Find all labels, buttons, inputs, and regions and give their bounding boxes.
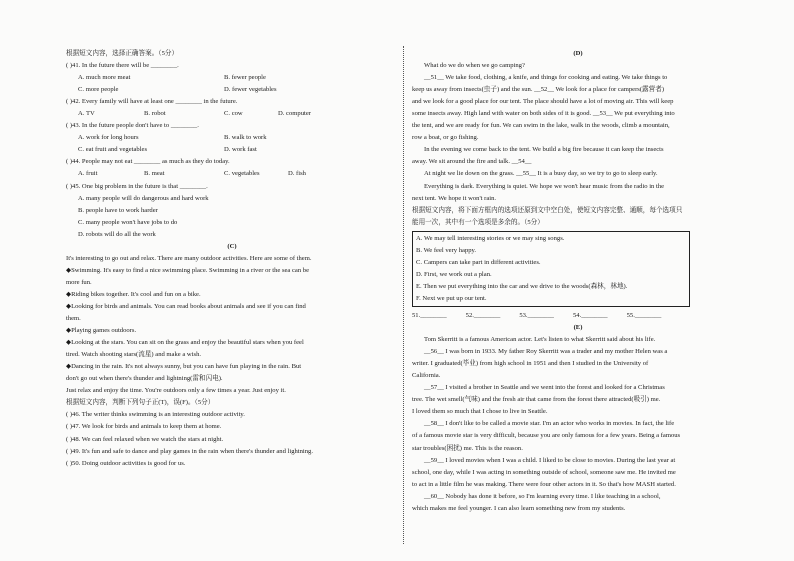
answer-slot-51[interactable]: 51.________ <box>412 311 447 319</box>
e-line: of a famous movie star is very difficult, because you are only famous for a few years. Being a famous <box>412 432 681 440</box>
e-line: I loved them so much that I chose to live in Seattle. <box>412 408 548 416</box>
c-paragraph-line: ◆Riding bikes together. It's cool and fun on a bike. <box>66 290 201 298</box>
option: D. work fast <box>224 146 257 154</box>
box-option: A. We may tell interesting stories or we may sing songs. <box>416 234 565 242</box>
e-line: which makes me feel younger. I can also learn something new from my students. <box>412 504 626 512</box>
options-43 <box>66 132 398 144</box>
options-box <box>412 231 690 307</box>
d-line: Everything is dark. Everything is quiet. We hope we won't hear music from the radio in the <box>424 182 665 190</box>
option: A. much more meat <box>78 74 131 82</box>
options-41b <box>66 84 398 96</box>
d-line: __51__ We take food, clothing, a knife, and things for cooking and eating. We take things to <box>424 74 668 82</box>
option: A. TV <box>78 110 95 118</box>
section-e-title: (E) <box>573 324 583 332</box>
option: B. walk to work <box>224 134 267 142</box>
c-paragraph-line: ◆Dancing in the rain. It's not always sunny, but you can have fun playing in the rain. But <box>66 363 302 371</box>
option: C. more people <box>78 86 119 94</box>
e-line: __56__ I was born in 1933. My father Roy Skerritt was a trader and my mother Helen was a <box>424 348 668 356</box>
d-line: In the evening we come back to the tent. We build a big fire because it can keep the insects <box>424 146 664 154</box>
column-divider <box>403 46 404 544</box>
c-paragraph-line: ◆Looking for birds and animals. You can read books about animals and see if you can find <box>66 302 306 310</box>
d-line: and we look for a good place for our tent. The place should have a lot of moving air. This will keep <box>412 98 674 106</box>
d-line: the tent, and we are ready for fun. We can swim in the lake, walk in the woods, climb a mountain, <box>412 122 670 130</box>
question-43: ( )43. In the future people don't have to ________. <box>66 122 199 130</box>
d-line: At night we lie down on the grass. __55__ It is a busy day, so we try to go to sleep early. <box>424 170 658 178</box>
answer-slot-52[interactable]: 52.________ <box>465 311 501 319</box>
option: C. eat fruit and vegetables <box>78 146 148 154</box>
option: D. fewer vegetables <box>224 86 277 94</box>
e-intro: Tom Skerritt is a famous American actor. Let's listen to what Skerritt said about his life. <box>424 336 656 344</box>
e-line: __59__ I loved movies when I was a child. I liked to be close to movies. During the last year at <box>424 456 676 464</box>
option: A. work for long hours <box>78 134 139 142</box>
option: D. fish <box>288 170 306 178</box>
option: C. cow <box>224 110 243 118</box>
option: D. robots will do all the work <box>78 230 156 238</box>
question-46: ( )46. The writer thinks swimming is an interesting outdoor activity. <box>66 411 245 419</box>
option: D. computer <box>278 110 311 118</box>
question-42: ( )42. Every family will have at least one ________ in the future. <box>66 98 238 106</box>
d-line: some insects away. High land with water on both sides of it is good. __53__ We put everything into <box>412 110 675 118</box>
c-paragraph-line: don't go out when there's thunder and lightning(雷和闪电). <box>66 375 223 383</box>
option: B. fewer people <box>224 74 266 82</box>
option: A. fruit <box>78 170 98 178</box>
box-option: D. First, we work out a plan. <box>416 270 492 278</box>
question-48: ( )48. We can feel relaxed when we watch the stars at night. <box>66 435 224 443</box>
e-line: writer. I graduated(毕业) from high school in 1951 and then I studied in the University of <box>412 360 649 368</box>
answer-slot-55[interactable]: 55.________ <box>626 311 662 319</box>
answer-slot-54[interactable]: 54.________ <box>572 311 608 319</box>
option: C. vegetables <box>224 170 260 178</box>
question-49: ( )49. It's fun and safe to dance and play games in the rain when there's thunder and lightning. <box>66 447 314 455</box>
e-line: __60__ Nobody has done it before, so I'm learning every time. I like teaching in a school, <box>424 492 661 500</box>
d-line: next tent. We hope it won't rain. <box>412 194 497 202</box>
d-intro: What do we do when we go camping? <box>424 62 525 70</box>
box-option: C. Campers can take part in different activities. <box>416 258 541 266</box>
d-line: away. We sit around the fire and talk. __54__ <box>412 158 532 166</box>
c-paragraph-line: them. <box>66 315 81 323</box>
box-option: B. We feel very happy. <box>416 246 477 254</box>
e-line: __58__ I don't like to be called a movie star. I'm an actor who works in movies. In fact, the life <box>424 420 675 428</box>
instructions-c: 根据短文内容，判断下列句子正(T)，误(F)。（5分） <box>66 399 215 407</box>
instructions-d: 根据短文内容，将下面方框内的选项还原到文中空白处，使短文内容完整、通顺，每个选项只 <box>412 206 683 214</box>
c-paragraph-line: Just relax and enjoy the time. You're outdoors only a few times a year. Just enjoy it. <box>66 387 286 395</box>
question-47: ( )47. We look for birds and animals to keep them at home. <box>66 423 222 431</box>
option: B. people have to work harder <box>78 206 158 214</box>
c-paragraph-line: more fun. <box>66 278 92 286</box>
question-44: ( )44. People may not eat ________ as much as they do today. <box>66 158 230 166</box>
answer-slots <box>412 310 744 322</box>
answer-slot-53[interactable]: 53.________ <box>519 311 554 319</box>
instructions-d-2: 能用一次，其中有一个选项是多余的。（5分） <box>412 218 544 226</box>
question-41: ( )41. In the future there will be ________. <box>66 62 179 70</box>
c-paragraph-line: ◆Swimming. It's easy to find a nice swimming place. Swimming in a river or the sea can be <box>66 266 310 274</box>
box-option: E. Then we put everything into the car and we drive to the woods(森林，林地). <box>416 282 628 290</box>
right-column <box>412 48 744 515</box>
question-45: ( )45. One big problem in the future is that ________. <box>66 182 208 190</box>
option: A. many people will do dangerous and hard work <box>78 194 209 202</box>
e-line: __57__ I visited a brother in Seattle and we went into the forest and looked for a Christmas <box>424 384 665 392</box>
left-column <box>66 48 398 470</box>
e-line: tree. The wet smell(气味) and the fresh air that came from the forest there attracted(吸引) me. <box>412 396 661 404</box>
option: B. robot <box>144 110 166 118</box>
instructions-b: 根据短文内容，选择正确答案。（5分） <box>66 50 179 57</box>
options-42 <box>66 108 398 120</box>
box-option: F. Next we put up our tent. <box>416 294 487 302</box>
c-paragraph-line: It's interesting to go out and relax. There are many outdoor activities. Here are some of them. <box>66 254 312 262</box>
options-43b <box>66 144 398 156</box>
e-line: to act in a little film he was making. There were four other actors in it. So that's how MASH started. <box>412 480 676 488</box>
option: C. many people won't have jobs to do <box>78 218 178 226</box>
e-line: California. <box>412 372 441 380</box>
c-paragraph-line: tired. Watch shooting stars(流星) and make a wish. <box>66 351 202 359</box>
e-line: school, one day, while I was acting in something outside of school, someone saw me. He invited me <box>412 468 676 476</box>
c-paragraph-line: ◆Looking at the stars. You can sit on the grass and enjoy the beautiful stars when you feel <box>66 339 304 347</box>
options-44 <box>66 168 398 180</box>
section-d-title: (D) <box>573 50 583 57</box>
section-c-title: (C) <box>227 242 237 250</box>
options-41 <box>66 72 398 84</box>
question-50: ( )50. Doing outdoor activities is good for us. <box>66 459 186 467</box>
c-paragraph-line: ◆Playing games outdoors. <box>66 327 137 335</box>
option: B. meat <box>144 170 165 178</box>
e-line: star troubles(困扰) me. This is the reason. <box>412 444 523 452</box>
d-line: keep us away from insects(虫子) and the sun. __52__ We look for a place for campers(露营者) <box>412 86 665 94</box>
d-line: row a boat, or go fishing. <box>412 134 479 142</box>
